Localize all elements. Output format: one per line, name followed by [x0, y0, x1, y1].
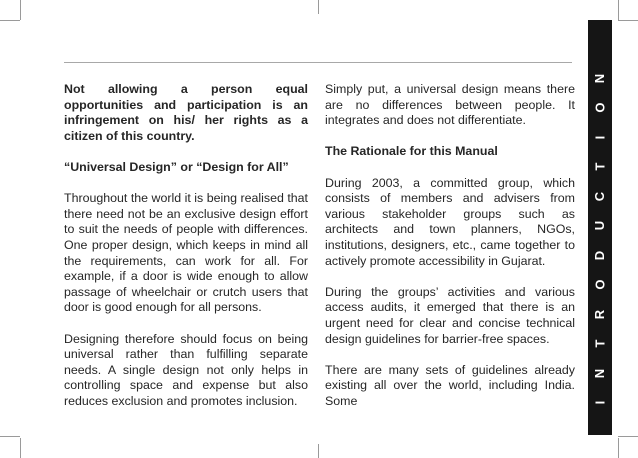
chapter-tab-letter: I: [592, 135, 608, 140]
chapter-tab-letter: I: [592, 400, 608, 405]
chapter-tab-letter: T: [592, 339, 608, 348]
paragraph: Designing therefore should focus on being universal rather than fulfilling separate needs. A single design not only helps in controlling space and expense but also reduces exclusion and promotes inclusion.: [64, 331, 308, 408]
paragraph: During the groups’ activities and various access audits, it emerged that there is an urgent need for clear and concise technical design guidelines for barrier-free spaces.: [325, 284, 575, 346]
crop-mark-bottom-center: [318, 444, 319, 458]
chapter-tab-introduction: [588, 20, 612, 435]
left-column: [64, 82, 308, 425]
crop-mark-bottom-right-v: [618, 438, 619, 458]
chapter-tab-letter: N: [592, 73, 608, 84]
crop-mark-bottom-left-v: [20, 438, 21, 458]
chapter-tab-letter: R: [592, 309, 608, 319]
chapter-tab-letter: T: [592, 162, 608, 171]
crop-mark-bottom-right-h: [618, 436, 638, 437]
paragraph: There are many sets of guidelines already existing all over the world, including India. Some: [325, 362, 575, 408]
crop-mark-top-left-h: [0, 20, 20, 21]
chapter-tab-letter: N: [592, 368, 608, 378]
chapter-tab-letter: U: [592, 221, 608, 231]
crop-mark-top-left-v: [20, 0, 21, 20]
paragraph: Simply put, a universal design means there are no differences between people. It integrates and does not differentiate.: [325, 82, 575, 128]
crop-mark-bottom-left-h: [0, 436, 20, 437]
crop-mark-top-right-h: [618, 20, 638, 21]
chapter-tab-letter: D: [592, 250, 608, 260]
paragraph: Throughout the world it is being realised that there need not be an exclusive design effort to suit the needs of people with differences. One proper design, which keeps in mind all the requirements, can work for all. For example, if a door is wide enough to allow passage of wheelchair or crutch users that door is good enough for all persons.: [64, 191, 308, 315]
section-heading-universal-design: “Universal Design” or “Design for All”: [64, 159, 289, 174]
chapter-tab-letter: C: [592, 191, 608, 202]
right-column: [325, 82, 575, 425]
lead-statement: Not allowing a person equal opportunities and participation is an infringement on his/ her rights as a citizen of this country.: [64, 82, 308, 143]
crop-mark-top-center: [318, 0, 319, 14]
chapter-tab-letter: O: [592, 279, 608, 290]
chapter-tab-letter: O: [592, 102, 608, 114]
section-heading-rationale: The Rationale for this Manual: [325, 144, 498, 159]
paragraph: During 2003, a committed group, which consists of members and advisers from various stakeholder groups such as architects and town planners, NGOs, institutions, designers, etc., came together to actively promote accessibility in Gujarat.: [325, 175, 575, 268]
crop-mark-top-right-v: [618, 0, 619, 20]
header-rule: [64, 62, 572, 63]
